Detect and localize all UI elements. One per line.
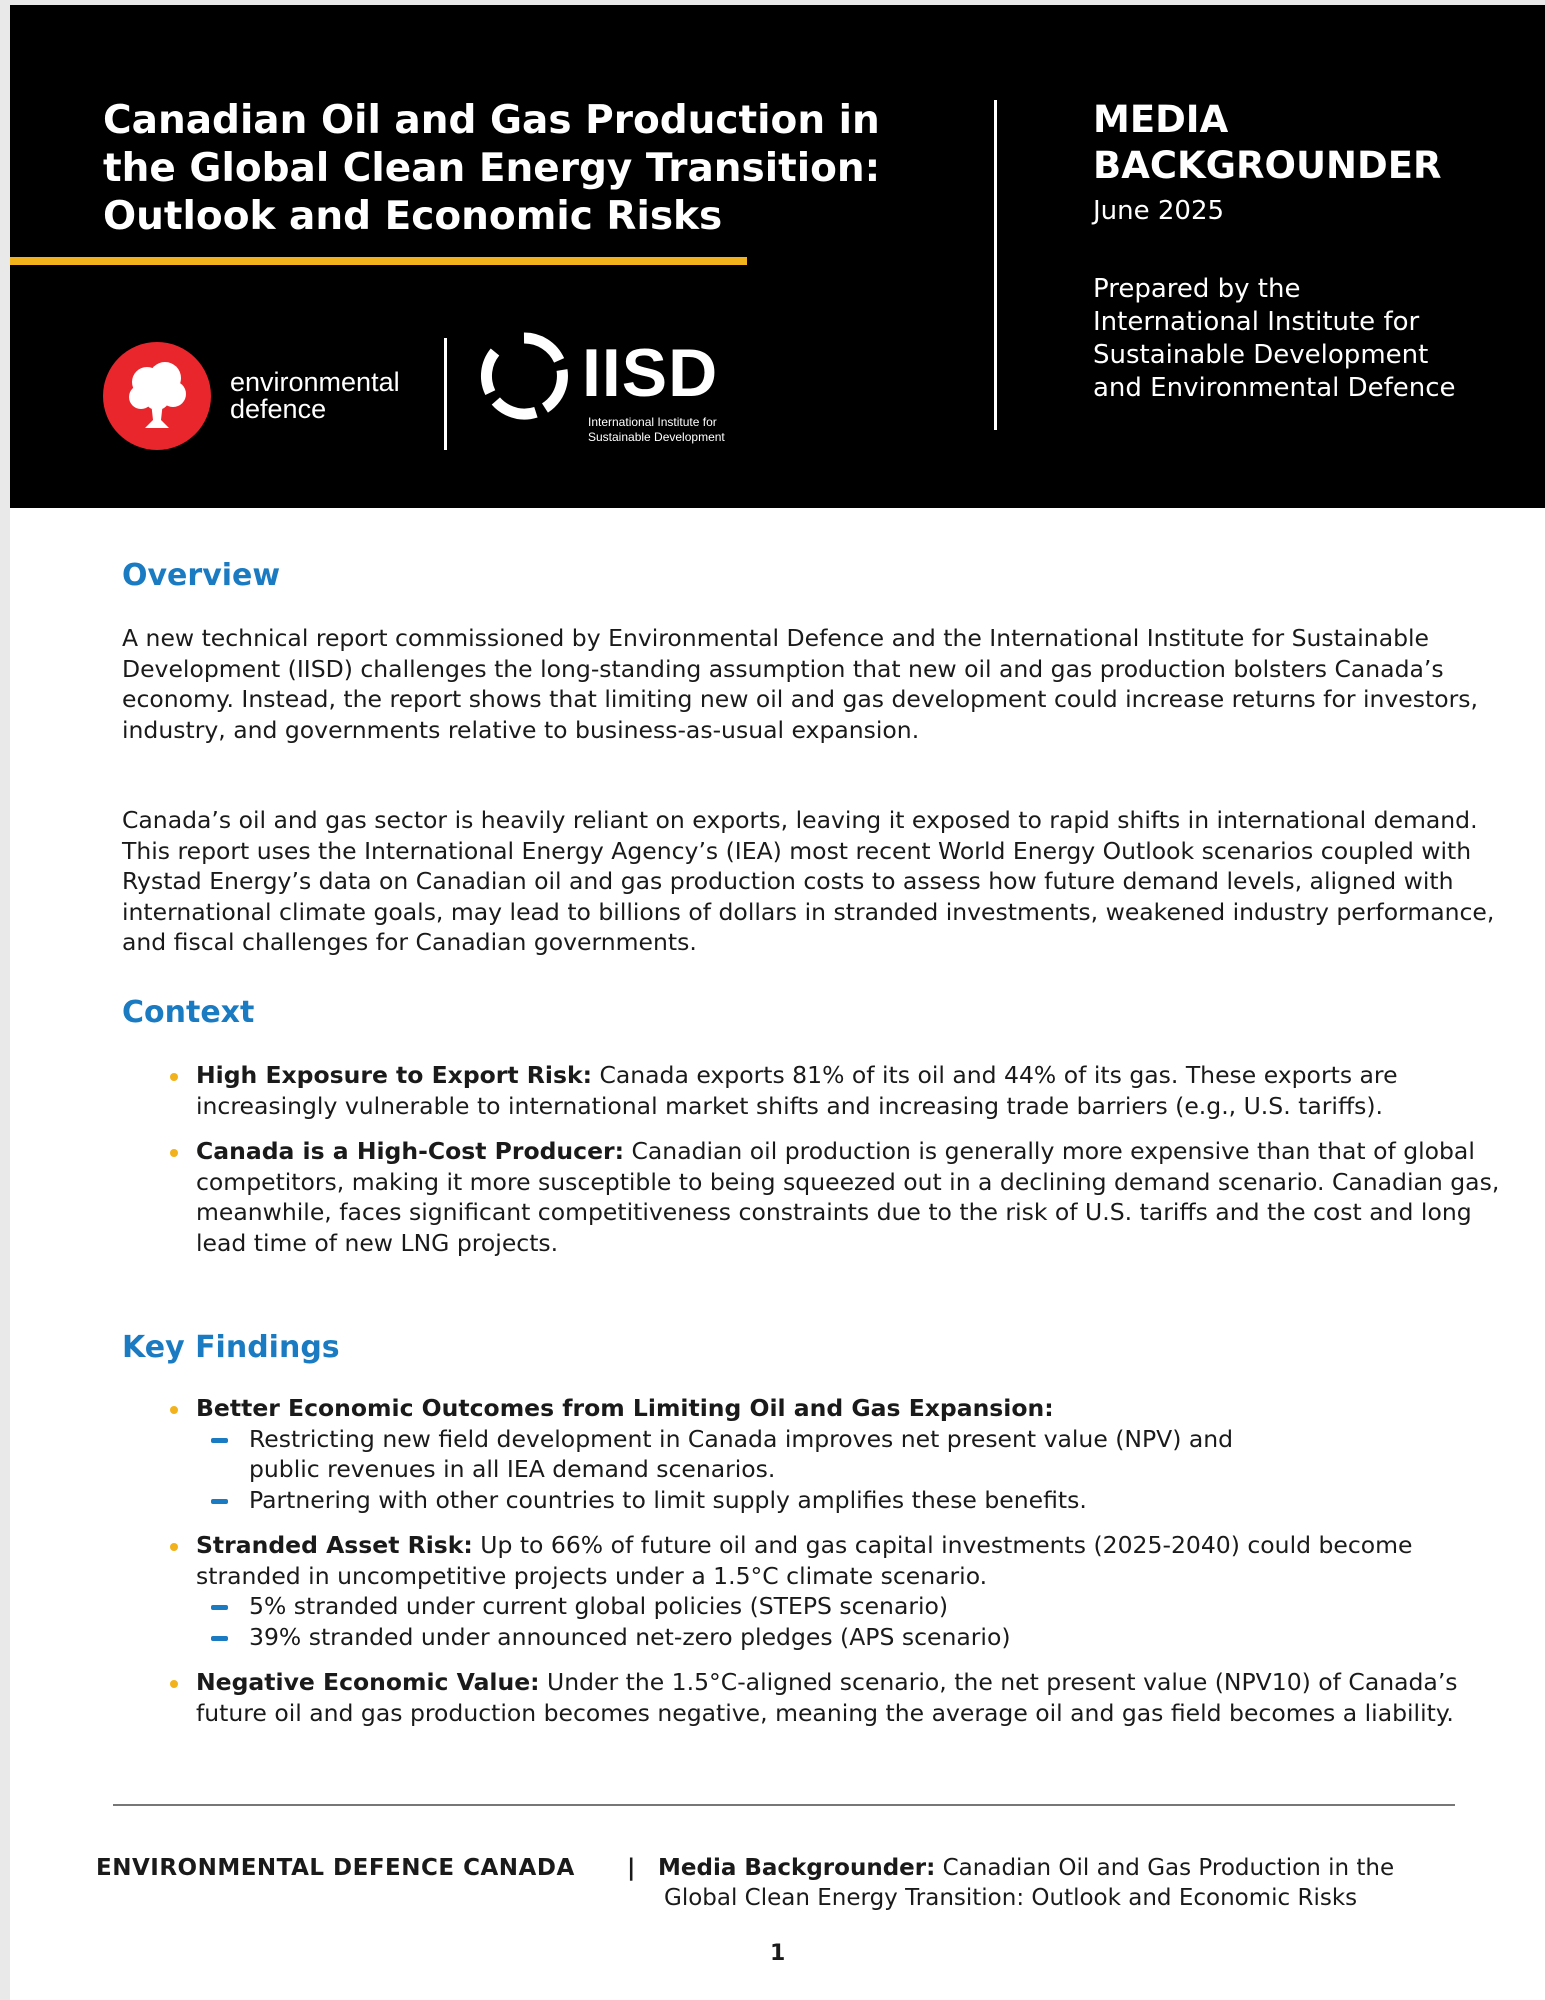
header-banner [10, 5, 1545, 508]
bullet-title: High Exposure to Export Risk: [196, 1061, 592, 1089]
sub-item-text: Restricting new field development in Canada improves net present value (NPV) and public revenues in all IEA demand scenarios. [249, 1424, 1234, 1483]
prepared-line: and Environmental Defence [1093, 373, 1456, 403]
key-findings-heading: Key Findings [122, 1330, 340, 1365]
bullet-text: Up to 66% of future oil and gas capital investments (2025-2040) could become stranded in uncompetitive projects under a 1.5°C climate scenario. [196, 1531, 1413, 1590]
findings-list [122, 1393, 1512, 1743]
dash-icon [211, 1605, 228, 1610]
sub-list-item [196, 1622, 1512, 1653]
iisd-wordmark: IISD [582, 335, 719, 411]
footer-document-title [658, 1853, 1488, 1913]
footer-organization: ENVIRONMENTAL DEFENCE CANADA [96, 1855, 575, 1881]
list-item [122, 1060, 1512, 1121]
bullet-dot-icon [170, 1073, 178, 1081]
sub-list-item [196, 1424, 1512, 1485]
bullet-dot-icon [170, 1680, 178, 1688]
footer-divider [113, 1804, 1455, 1806]
sub-list-item [196, 1485, 1512, 1516]
list-item [122, 1667, 1512, 1728]
bullet-text: Canadian oil production is generally more expensive than that of global competitors, making it more susceptible to being squeezed out in a declining demand scenario. Canadian gas, meanwhile, faces significant competitiveness constraints due to the risk of U.S. tariffs and the cost and long lead time of new LNG projects. [196, 1137, 1500, 1257]
sub-list-item [196, 1591, 1512, 1622]
bullet-text: Canada exports 81% of its oil and 44% of its gas. These exports are increasingly vulnerable to international market shifts and increasing trade barriers (e.g., U.S. tariffs). [196, 1061, 1398, 1120]
list-item [122, 1136, 1512, 1258]
bullet-text: Under the 1.5°C-aligned scenario, the net present value (NPV10) of Canada’s future oil and gas production becomes negative, meaning the average oil and gas field becomes a liability. [196, 1668, 1458, 1727]
bullet-title: Negative Economic Value: [196, 1668, 540, 1696]
bullet-title: Stranded Asset Risk: [196, 1531, 473, 1559]
prepared-by [1093, 273, 1513, 405]
footer-doc-title-line-2: Global Clean Energy Transition: Outlook and Economic Risks [664, 1885, 1358, 1911]
sub-item-text: 5% stranded under current global policies (STEPS scenario) [249, 1592, 949, 1620]
bullet-dot-icon [170, 1406, 178, 1414]
overview-heading: Overview [122, 558, 281, 593]
dash-icon [211, 1438, 228, 1443]
bullet-dot-icon [170, 1543, 178, 1551]
title-line: Canadian Oil and Gas Production in [103, 98, 880, 143]
document-title [103, 97, 963, 241]
prepared-line: Sustainable Development [1093, 340, 1429, 370]
dash-icon [211, 1636, 228, 1641]
title-line: the Global Clean Energy Transition: [103, 146, 881, 191]
context-heading: Context [122, 995, 255, 1030]
wordmark-line: defence [230, 394, 327, 424]
header-divider [994, 100, 997, 430]
iisd-subtitle-line: Sustainable Development [588, 430, 725, 444]
context-list [122, 1060, 1512, 1273]
footer-doc-label: Media Backgrounder: [658, 1855, 936, 1881]
title-underline [10, 257, 747, 265]
title-line: Outlook and Economic Risks [103, 194, 723, 239]
overview-paragraph-2: Canada’s oil and gas sector is heavily reliant on exports, leaving it exposed to rapid shifts in international demand. This report uses the International Energy Agency’s (IEA) most recent World Energy Outlook scenarios coupled with Rystad Energy’s data on Canadian oil and gas production costs to assess how future demand levels, aligned with international climate goals, may lead to billions of dollars in stranded investments, weakened industry performance, and fiscal challenges for Canadian governments. [122, 806, 1495, 956]
page-number: 1 [770, 1941, 786, 1966]
prepared-line: Prepared by the [1093, 274, 1301, 304]
list-item [122, 1530, 1512, 1652]
prepared-line: International Institute for [1093, 307, 1420, 337]
media-backgrounder-label [1093, 97, 1513, 189]
media-label-line: MEDIA [1093, 98, 1229, 141]
publication-date: June 2025 [1093, 196, 1225, 226]
iisd-logo-icon [478, 330, 570, 422]
wordmark-line: environmental [230, 367, 400, 397]
bullet-title: Canada is a High-Cost Producer: [196, 1137, 625, 1165]
iisd-subtitle-line: International Institute for [588, 415, 717, 429]
sub-item-text: Partnering with other countries to limit supply amplifies these benefits. [249, 1485, 1087, 1514]
overview-paragraph-1: A new technical report commissioned by Environmental Defence and the International Institute for Sustainable Development (IISD) challenges the long-standing assumption that new oil and gas production bolsters Canada’s economy. Instead, the report shows that limiting new oil and gas development could increase returns for investors, industry, and governments relative to business-as-usual expansion. [122, 624, 1478, 744]
media-label-line: BACKGROUNDER [1093, 144, 1442, 187]
list-item [122, 1393, 1512, 1515]
sub-item-text: 39% stranded under announced net-zero pledges (APS scenario) [249, 1622, 1011, 1651]
footer-doc-title-line-1: Canadian Oil and Gas Production in the [935, 1855, 1395, 1881]
bullet-title: Better Economic Outcomes from Limiting Oil and Gas Expansion: [196, 1394, 1054, 1422]
dash-icon [211, 1499, 228, 1504]
logo-divider [444, 338, 447, 450]
footer-separator: | [627, 1855, 636, 1881]
bullet-dot-icon [170, 1149, 178, 1157]
document-page [10, 5, 1545, 2000]
iisd-subtitle [588, 415, 788, 445]
environmental-defence-wordmark [230, 369, 400, 423]
environmental-defence-logo-icon [103, 342, 211, 450]
